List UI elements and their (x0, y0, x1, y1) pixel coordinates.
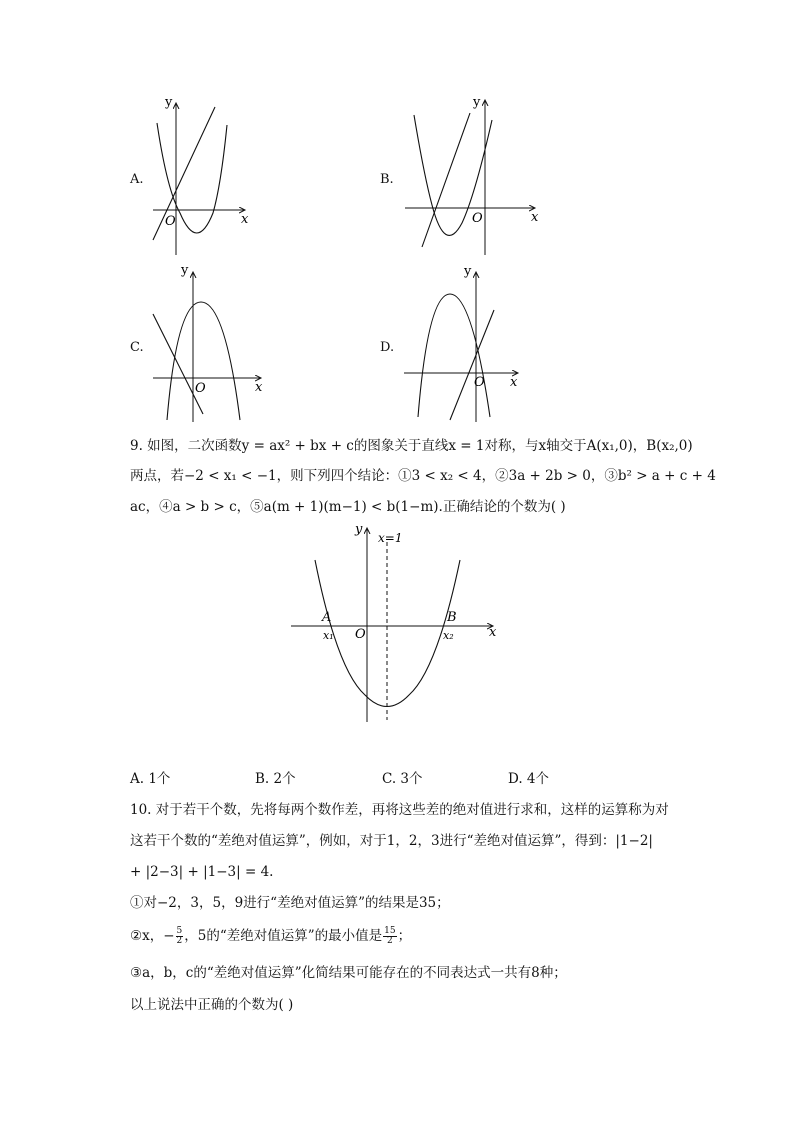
q9-line-3: ac，④a > b > c，⑤a(m + 1)(m−1) < b(1−m).正确结论的个数为( ) (130, 499, 566, 515)
x2-label: x₂ (443, 629, 454, 642)
parabola (167, 302, 240, 420)
point-a-label: A (322, 610, 332, 625)
origin-label: O (355, 627, 366, 642)
x-axis-label: x (489, 625, 497, 640)
q9-figure (285, 520, 505, 725)
q9-choice-d: D. 4个 (508, 771, 550, 787)
q9-choice-a: A. 1个 (130, 771, 171, 787)
q10-line-2: 这若干个数的“差绝对值运算”，例如，对于1，2，3进行“差绝对值运算”，得到：|1−2| (130, 833, 653, 849)
s2-mid: ，5的“差绝对值运算”的最小值是 (184, 928, 383, 944)
option-c-graph (145, 262, 270, 427)
fraction-5-2 (176, 927, 184, 946)
q9-line-1: 9. 如图，二次函数y = ax² + bx + c的图象关于直线x = 1对称，与x轴交于A(x₁,0)，B(x₂,0) (130, 438, 693, 454)
q10-closing: 以上说法中正确的个数为( ) (130, 997, 294, 1013)
x-axis-label: x (531, 210, 539, 225)
parabola (418, 294, 490, 417)
s2-suffix: ； (397, 928, 412, 944)
q10-line-3: + |2−3| + |1−3| = 4. (130, 864, 274, 880)
origin-label: O (195, 381, 206, 396)
q10-line-1: 10. 对于若干个数，先将每两个数作差，再将这些差的绝对值进行求和，这样的运算称为对 (130, 802, 669, 818)
fraction-15-2 (383, 927, 396, 946)
fraction-denominator: 2 (387, 936, 393, 946)
y-axis-label: y (355, 522, 363, 537)
q9-line-2: 两点，若−2 < x₁ < −1，则下列四个结论：①3 < x₂ < 4，②3a + 2b > 0，③b² > a + c + 4 (130, 468, 716, 484)
symmetry-axis-label: x=1 (378, 531, 403, 545)
x-axis-label: x (510, 375, 518, 390)
q10-statement-1: ①对−2，3，5，9进行“差绝对值运算”的结果是35； (130, 895, 450, 911)
y-axis-label: y (181, 263, 189, 278)
x-axis-label: x (255, 380, 263, 395)
y-axis-label: y (464, 264, 472, 279)
q10-statement-2 (130, 926, 411, 946)
point-b-label: B (447, 610, 457, 625)
y-axis-label: y (165, 95, 173, 110)
y-axis-label: y (473, 95, 481, 110)
origin-label: O (472, 211, 483, 226)
q9-choice-c: C. 3个 (382, 771, 423, 787)
option-b-graph (400, 95, 545, 260)
q10-statement-3: ③a，b，c的“差绝对值运算”化简结果可能存在的不同表达式一共有8种； (130, 965, 567, 981)
option-d-label: D. (380, 340, 395, 355)
x1-label: x₁ (323, 629, 334, 642)
option-a-graph (145, 95, 255, 260)
s2-prefix: ②x，− (130, 928, 175, 944)
line-graph (153, 107, 215, 240)
option-a-label: A. (130, 172, 144, 187)
fraction-numerator: 15 (384, 926, 396, 936)
line-graph (153, 314, 203, 414)
fraction-denominator: 2 (176, 936, 183, 946)
origin-label: O (474, 375, 485, 390)
origin-label: O (165, 214, 176, 229)
x-axis-label: x (241, 212, 249, 227)
option-c-label: C. (130, 340, 144, 355)
option-b-label: B. (380, 172, 394, 187)
line-graph (422, 113, 470, 247)
option-d-graph (400, 262, 525, 427)
q9-choice-b: B. 2个 (255, 771, 296, 787)
fraction-numerator: 5 (176, 926, 183, 936)
